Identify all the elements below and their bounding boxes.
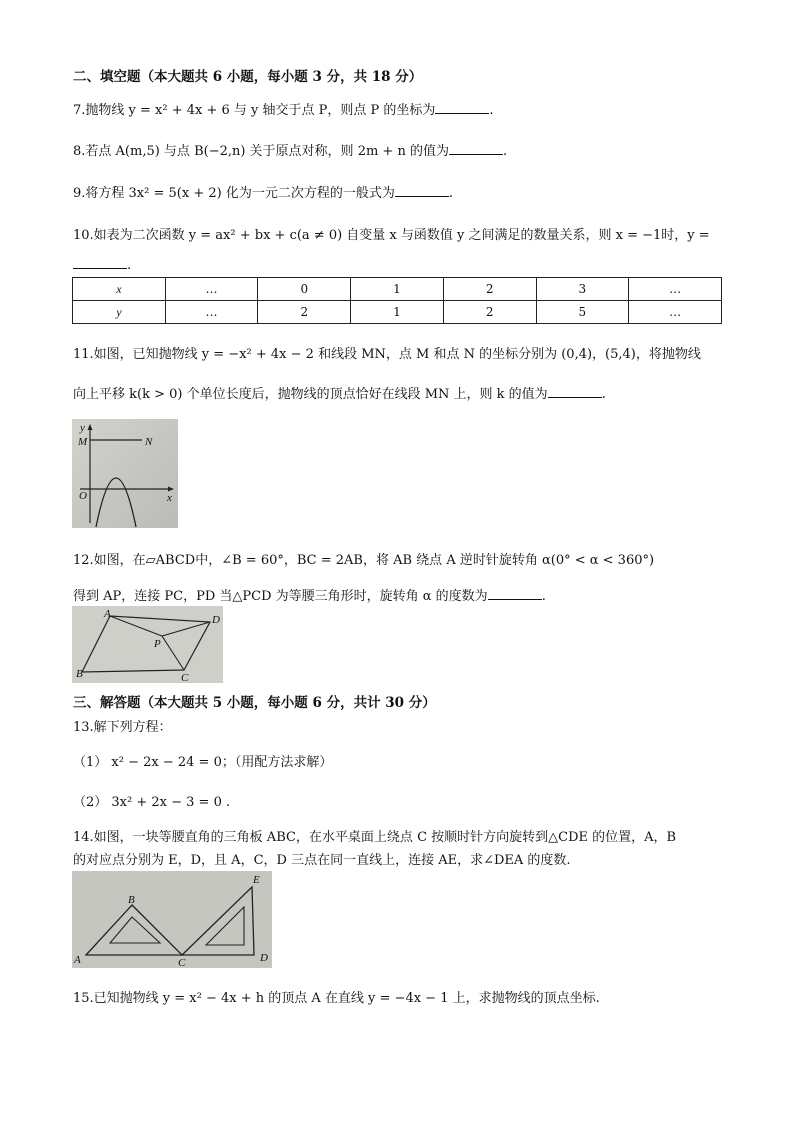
label-c: C bbox=[178, 957, 186, 968]
answer-blank[interactable] bbox=[488, 587, 542, 600]
label-d: D bbox=[260, 952, 268, 964]
label-b: B bbox=[76, 668, 83, 680]
question-8-end: . bbox=[502, 144, 508, 159]
question-13-part2: （2） 3x² + 2x − 3 = 0 . bbox=[73, 795, 231, 810]
question-13-part1: （1） x² − 2x − 24 = 0；（用配方法求解） bbox=[73, 755, 333, 770]
question-11-text: 向上平移 k(k > 0) 个单位长度后，抛物线的顶点恰好在线段 MN 上，则 k 的值为 bbox=[73, 387, 548, 402]
label-a: A bbox=[104, 608, 111, 620]
section3-heading: 三、解答题（本大题共 5 小题，每小题 6 分，共计 30 分） bbox=[73, 695, 436, 711]
table-cell: y bbox=[73, 301, 166, 324]
table-cell: 2 bbox=[258, 301, 351, 324]
table-cell: 1 bbox=[351, 301, 444, 324]
q14-figure bbox=[72, 871, 272, 968]
label-b: B bbox=[128, 894, 135, 906]
answer-blank[interactable] bbox=[73, 256, 127, 269]
answer-blank[interactable] bbox=[449, 142, 503, 155]
answer-blank[interactable] bbox=[548, 385, 602, 398]
table-cell: 5 bbox=[536, 301, 629, 324]
question-7 bbox=[73, 99, 494, 118]
q12-figure bbox=[72, 606, 223, 683]
table-cell: 3 bbox=[536, 278, 629, 301]
q11-figure bbox=[72, 419, 178, 528]
question-11-line1: 11.如图，已知抛物线 y = −x² + 4x − 2 和线段 MN，点 M 和点 N 的坐标分别为 (0,4)，(5,4)，将抛物线 bbox=[73, 347, 701, 362]
label-a: A bbox=[74, 954, 81, 966]
table-cell: … bbox=[629, 278, 722, 301]
table-cell: 2 bbox=[443, 278, 536, 301]
question-12-end: . bbox=[541, 589, 546, 604]
question-13: 13.解下列方程： bbox=[73, 720, 172, 735]
question-12-line1: 12.如图，在▱ABCD中，∠B = 60°，BC = 2AB，将 AB 绕点 A 逆时针旋转角 α(0° < α < 360°) bbox=[73, 553, 655, 568]
answer-blank[interactable] bbox=[395, 184, 449, 197]
label-m: M bbox=[78, 436, 88, 448]
question-9 bbox=[73, 182, 453, 201]
label-d: D bbox=[212, 614, 220, 626]
table-cell: 1 bbox=[351, 278, 444, 301]
question-9-text: 9.将方程 3x² = 5(x + 2) 化为一元二次方程的一般式为 bbox=[73, 186, 395, 201]
label-o: O bbox=[79, 490, 87, 502]
question-14-line1: 14.如图，一块等腰直角的三角板 ABC，在水平桌面上绕点 C 按顺时针方向旋转到△CDE 的位置，A，B bbox=[73, 830, 677, 845]
table-cell: … bbox=[629, 301, 722, 324]
question-15: 15.已知抛物线 y = x² − 4x + h 的顶点 A 在直线 y = −4x − 1 上，求抛物线的顶点坐标. bbox=[73, 991, 600, 1006]
table-cell: x bbox=[73, 278, 166, 301]
table-row bbox=[73, 278, 722, 301]
question-9-end: . bbox=[448, 186, 453, 201]
label-y: y bbox=[80, 422, 85, 434]
question-14-line2: 的对应点分别为 E，D，且 A，C，D 三点在同一直线上，连接 AE，求∠DEA 的度数. bbox=[73, 853, 571, 868]
label-c: C bbox=[181, 672, 189, 683]
question-8-text: 8.若点 A(m,5) 与点 B(−2,n) 关于原点对称，则 2m + n 的值为 bbox=[73, 144, 449, 159]
table-cell: … bbox=[165, 278, 258, 301]
question-11-line2 bbox=[73, 383, 606, 402]
section2-heading: 二、填空题（本大题共 6 小题，每小题 3 分，共 18 分） bbox=[73, 69, 423, 85]
label-p: P bbox=[154, 638, 161, 650]
answer-blank[interactable] bbox=[435, 101, 489, 114]
label-e: E bbox=[253, 874, 260, 886]
question-12-text: 得到 AP，连接 PC，PD 当△PCD 为等腰三角形时，旋转角 α 的度数为 bbox=[73, 589, 488, 604]
question-7-end: . bbox=[489, 103, 494, 118]
question-12-line2 bbox=[73, 585, 546, 604]
question-10-blank-line bbox=[73, 256, 131, 273]
label-n: N bbox=[145, 436, 153, 448]
table-cell: 2 bbox=[443, 301, 536, 324]
value-table bbox=[72, 277, 722, 324]
question-11-end: . bbox=[601, 387, 606, 402]
table-cell: 0 bbox=[258, 278, 351, 301]
question-8 bbox=[73, 140, 507, 159]
question-7-text: 7.抛物线 y = x² + 4x + 6 与 y 轴交于点 P，则点 P 的坐标为 bbox=[73, 103, 436, 118]
label-x: x bbox=[167, 492, 172, 504]
table-cell: … bbox=[165, 301, 258, 324]
question-10-end: . bbox=[127, 258, 132, 273]
question-10: 10.如表为二次函数 y = ax² + bx + c(a ≠ 0) 自变量 x 与函数值 y 之间满足的数量关系，则 x = −1时，y = bbox=[73, 228, 710, 243]
table-row bbox=[73, 301, 722, 324]
